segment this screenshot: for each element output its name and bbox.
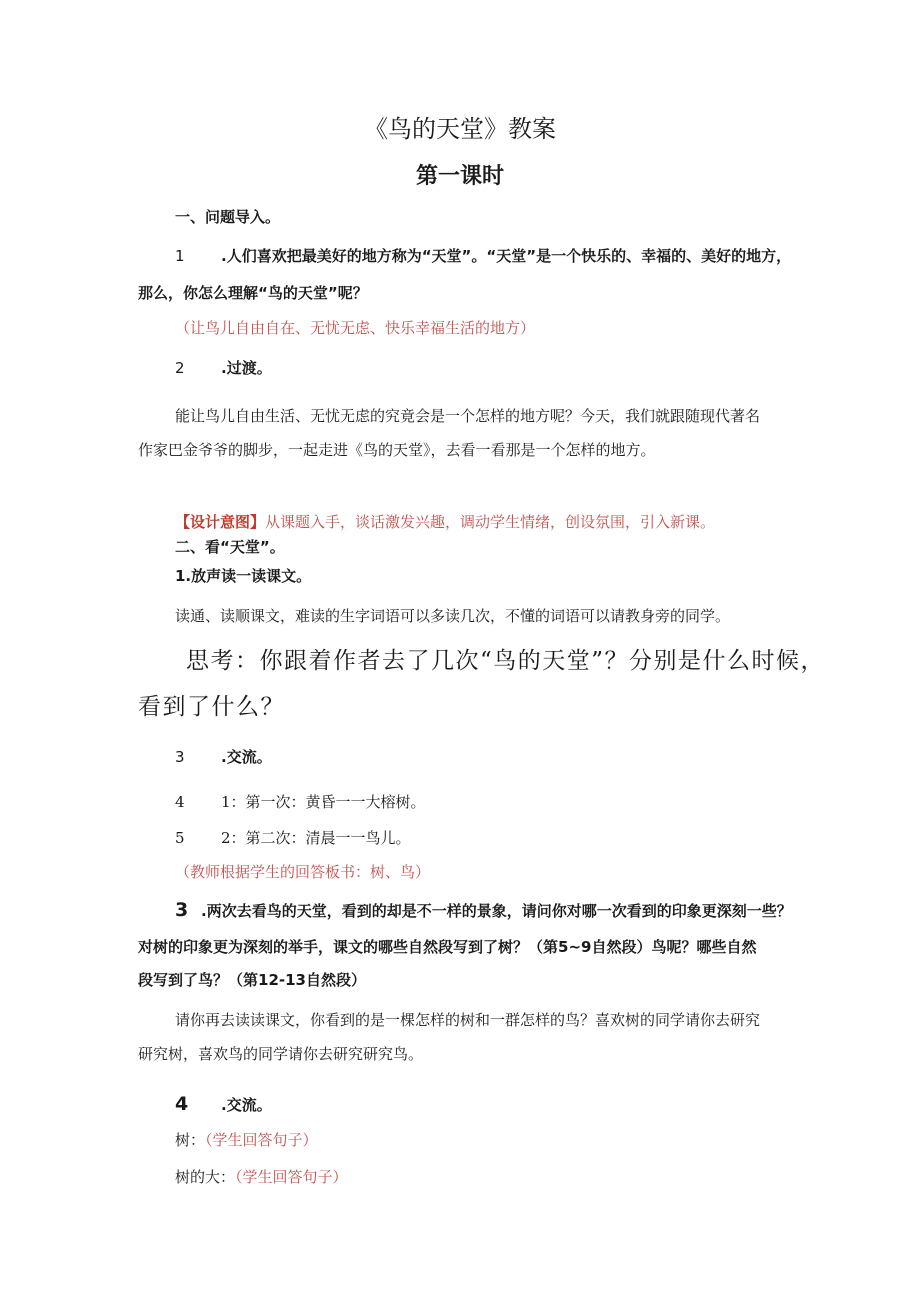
item-number: 3 bbox=[175, 748, 185, 766]
page-subtitle: 第一课时 bbox=[415, 163, 504, 189]
item-number: 4 bbox=[175, 1093, 189, 1115]
tree-big-answer: （学生回答句子） bbox=[235, 1168, 348, 1186]
tree-big-label: 树的大： bbox=[175, 1168, 236, 1186]
question-3-cont: 对树的印象更为深刻的举手，课文的哪些自然段写到了树？（第5~9自然段）鸟呢？哪些自然 bbox=[138, 938, 757, 956]
item-number: 1 bbox=[175, 247, 185, 265]
thinking-question: 思考：你跟着作者去了几次“鸟的天堂”？分别是什么时候， bbox=[186, 648, 826, 674]
page-title: 《鸟的天堂》教案 bbox=[364, 115, 556, 143]
study-instruction-cont: 研究树，喜欢鸟的同学请你去研究研究鸟。 bbox=[138, 1045, 424, 1063]
reading-instruction: 读通、读顺课文，难读的生字词语可以多读几次，不懂的词语可以请教身旁的同学。 bbox=[175, 607, 731, 625]
section-2-item-4 bbox=[175, 792, 426, 812]
tree-label: 树： bbox=[175, 1131, 206, 1149]
section-2-item-3 bbox=[175, 747, 272, 767]
item-text: .两次去看鸟的天堂，看到的却是不一样的景象，请问你对哪一次看到的印象更深刻一些？ bbox=[201, 902, 792, 920]
design-label: 【设计意图】 bbox=[175, 513, 266, 531]
tree-big-answer-line bbox=[175, 1167, 348, 1187]
paragraph-line: 作家巴金爷爷的脚步，一起走进《鸟的天堂》，去看一看那是一个怎样的地方。 bbox=[138, 441, 656, 459]
section-1-item-1-cont: 那么，你怎么理解“鸟的天堂”呢？ bbox=[138, 284, 368, 302]
section-1-item-2 bbox=[175, 358, 272, 378]
section-2-item-exchange bbox=[175, 1094, 272, 1115]
item-text: .过渡。 bbox=[221, 359, 272, 377]
item-text: .人们喜欢把最美好的地方称为“天堂”。“天堂”是一个快乐的、幸福的、美好的地方， bbox=[221, 247, 792, 265]
question-3-cont: 段写到了鸟？（第12-13自然段） bbox=[138, 971, 366, 989]
paragraph-line: 能让鸟儿自由生活、无忧无虑的究竟会是一个怎样的地方呢？今天，我们就跟随现代著名 bbox=[175, 407, 761, 425]
item-text: 1：第一次：黄昏一一大榕树。 bbox=[221, 793, 426, 811]
answer-note: （让鸟儿自由自在、无忧无虑、快乐幸福生活的地方） bbox=[175, 319, 536, 337]
item-text: .交流。 bbox=[221, 748, 272, 766]
section-2-item-5 bbox=[175, 828, 411, 848]
section-1-item-1 bbox=[175, 246, 791, 266]
item-number: 5 bbox=[175, 829, 185, 847]
item-number: 3 bbox=[175, 899, 189, 921]
item-number: 2 bbox=[175, 359, 185, 377]
item-text: .交流。 bbox=[221, 1096, 272, 1114]
thinking-question-cont: 看到了什么？ bbox=[138, 694, 285, 720]
study-instruction: 请你再去读读课文，你看到的是一棵怎样的树和一群怎样的鸟？喜欢树的同学请你去研究 bbox=[175, 1011, 761, 1029]
item-number: 4 bbox=[175, 793, 185, 811]
section-2-item-1: 1.放声读一读课文。 bbox=[175, 567, 312, 585]
design-text: 从课题入手，谈话激发兴趣，调动学生情绪，创设氛围，引入新课。 bbox=[265, 513, 716, 531]
section-1-heading: 一、问题导入。 bbox=[175, 208, 281, 226]
tree-answer: （学生回答句子） bbox=[205, 1131, 318, 1149]
tree-answer-line bbox=[175, 1130, 318, 1150]
board-note: （教师根据学生的回答板书：树、鸟） bbox=[175, 863, 431, 881]
item-text: 2：第二次：清晨一一鸟儿。 bbox=[221, 829, 411, 847]
section-2-heading: 二、看“天堂”。 bbox=[175, 538, 285, 556]
question-3 bbox=[175, 900, 792, 921]
design-intent bbox=[175, 512, 715, 532]
